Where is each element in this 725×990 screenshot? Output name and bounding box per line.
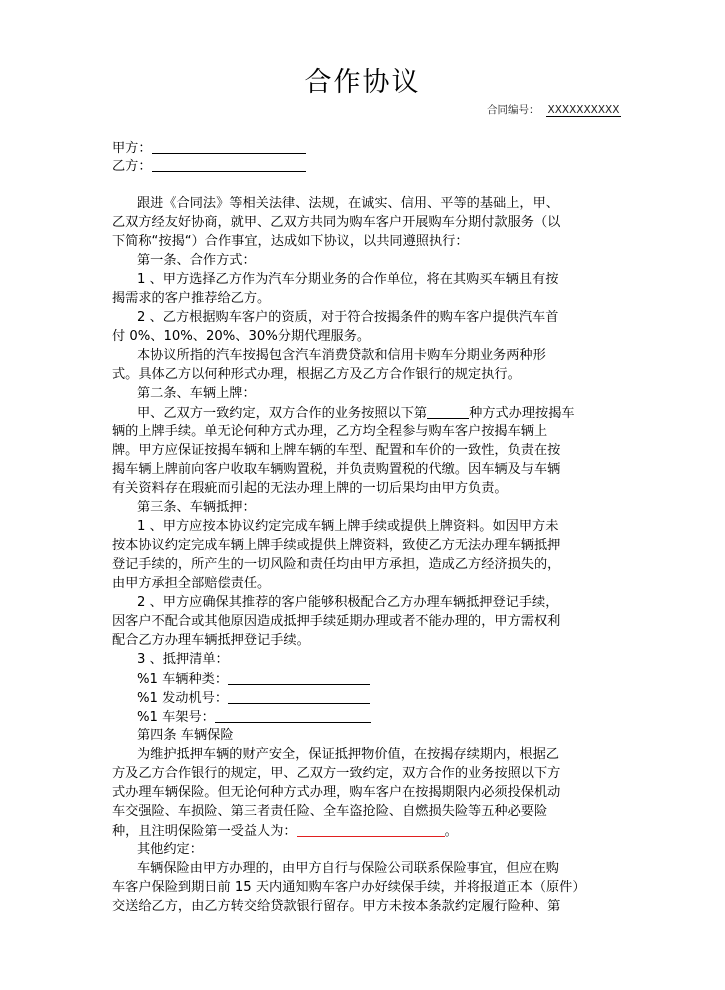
party-a-line: [112, 140, 306, 157]
section-heading: 第四条 车辆保险: [137, 728, 234, 743]
paragraph-line: 揭车辆上牌前向客户收取车辆购置税，并负责购置税的代缴。因车辆及与车辆: [112, 462, 561, 477]
contract-number: [487, 102, 621, 117]
party-b-label: 乙方：: [112, 159, 152, 174]
text-segment: 种方式办理按揭车: [469, 406, 575, 421]
beneficiary-label: 种，且注明保险第一受益人为：: [112, 824, 297, 839]
paragraph-line: 配合乙方办理车辆抵押登记手续。: [112, 633, 310, 648]
frame-number-label: %1 车架号：: [137, 710, 215, 725]
paragraph-line: 登记手续的，所产生的一切风险和责任均由甲方承担，造成乙方经济损失的，: [112, 557, 561, 572]
section-heading: 第一条、合作方式：: [137, 253, 256, 268]
paragraph-line: 牌。甲方应保证按揭车辆和上牌车辆的车型、配置和车价的一致性，负责在按: [112, 443, 561, 458]
paragraph-line-with-blank: [137, 405, 575, 422]
contract-number-label: 合同编号：: [487, 104, 540, 116]
paragraph-line: 车客户保险到期日前 15 天内通知购车客户办好续保手续，并将报道正本（原件）: [112, 880, 586, 895]
method-blank: [427, 405, 469, 419]
paragraph-line: 2 、甲方应确保其推荐的客户能够积极配合乙方办理车辆抵押登记手续，: [137, 595, 559, 610]
frame-number-blank: [215, 709, 371, 723]
paragraph-line: 乙双方经友好协商，就甲、乙双方共同为购车客户开展购车分期付款服务（以: [112, 215, 561, 230]
engine-number-line: [137, 690, 370, 707]
paragraph-line: 式办理车辆保险。但无论何种方式办理，购车客户在按揭期限内必须投保机动: [112, 785, 561, 800]
party-a-label: 甲方：: [112, 141, 152, 156]
text-segment: 甲、乙双方一致约定，双方合作的业务按照以下第: [137, 406, 428, 421]
beneficiary-line: [112, 823, 458, 840]
paragraph-line: 本协议所指的汽车按揭包含汽车消费贷款和信用卡购车分期业务两种形: [137, 348, 546, 363]
paragraph-line: 1 、甲方选择乙方作为汽车分期业务的合作单位，将在其购买车辆且有按: [137, 272, 559, 287]
paragraph-line: 由甲方承担全部赔偿责任。: [112, 576, 271, 591]
section-heading: 第二条、车辆上牌：: [137, 386, 256, 401]
paragraph-line: 付 0%、10%、20%、30%分期代理服务。: [112, 329, 371, 344]
party-a-blank: [152, 140, 306, 154]
vehicle-type-blank: [228, 671, 370, 685]
vehicle-type-line: [137, 671, 370, 688]
paragraph-line: 跟进《合同法》等相关法律、法规，在诚实、信用、平等的基础上，甲、: [137, 196, 559, 211]
party-b-blank: [152, 158, 306, 172]
paragraph-line: 因客户不配合或其他原因造成抵押手续延期办理或者不能办理的，甲方需权利: [112, 614, 561, 629]
paragraph-line: 下简称“按揭“）合作事宜，达成如下协议，以共同遵照执行：: [112, 234, 469, 249]
frame-number-line: [137, 709, 371, 726]
beneficiary-blank: [297, 823, 445, 837]
engine-number-blank: [228, 690, 370, 704]
engine-number-label: %1 发动机号：: [137, 691, 229, 706]
paragraph-line: 揭需求的客户推荐给乙方。: [112, 291, 271, 306]
party-b-line: [112, 158, 306, 175]
paragraph-line: 按本协议约定完成车辆上牌手续或提供上牌资料，致使乙方无法办理车辆抵押: [112, 538, 561, 553]
paragraph-line: 2 、乙方根据购车客户的资质，对于符合按揭条件的购车客户提供汽车首: [137, 310, 559, 325]
vehicle-type-label: %1 车辆种类：: [137, 672, 229, 687]
paragraph-line: 车交强险、车损险、第三者责任险、全车盗抢险、自燃损失险等五种必要险: [112, 804, 548, 819]
paragraph-line: 方及乙方合作银行的规定，甲、乙双方一致约定，双方合作的业务按照以下方: [112, 766, 561, 781]
paragraph-line: 为维护抵押车辆的财产安全，保证抵押物价值，在按揭存续期内，根据乙: [137, 747, 559, 762]
contract-number-value: XXXXXXXXXX: [547, 104, 620, 116]
paragraph-line: 交送给乙方，由乙方转交给贷款银行留存。甲方未按本条款约定履行险种、第: [112, 899, 561, 914]
paragraph-line: 车辆保险由甲方办理的，由甲方自行与保险公司联系保险事宜，但应在购: [137, 861, 559, 876]
paragraph-line: 式。具体乙方以何种形式办理，根据乙方及乙方合作银行的规定执行。: [112, 367, 521, 382]
paragraph-line: 有关资料存在瑕疵而引起的无法办理上牌的一切后果均由甲方负责。: [112, 481, 508, 496]
document-title: 合作协议: [304, 67, 421, 98]
paragraph-line: 1 、甲方应按本协议约定完成车辆上牌手续或提供上牌资料。如因甲方未: [137, 519, 559, 534]
paragraph-line: 辆的上牌手续。单无论何种方式办理，乙方均全程参与购车客户按揭车辆上: [112, 424, 548, 439]
mortgage-list-heading: 3 、抵押清单：: [137, 652, 229, 667]
section-heading: 第三条、车辆抵押：: [137, 500, 256, 515]
text-segment: 。: [444, 824, 458, 839]
section-heading: 其他约定：: [137, 842, 203, 857]
